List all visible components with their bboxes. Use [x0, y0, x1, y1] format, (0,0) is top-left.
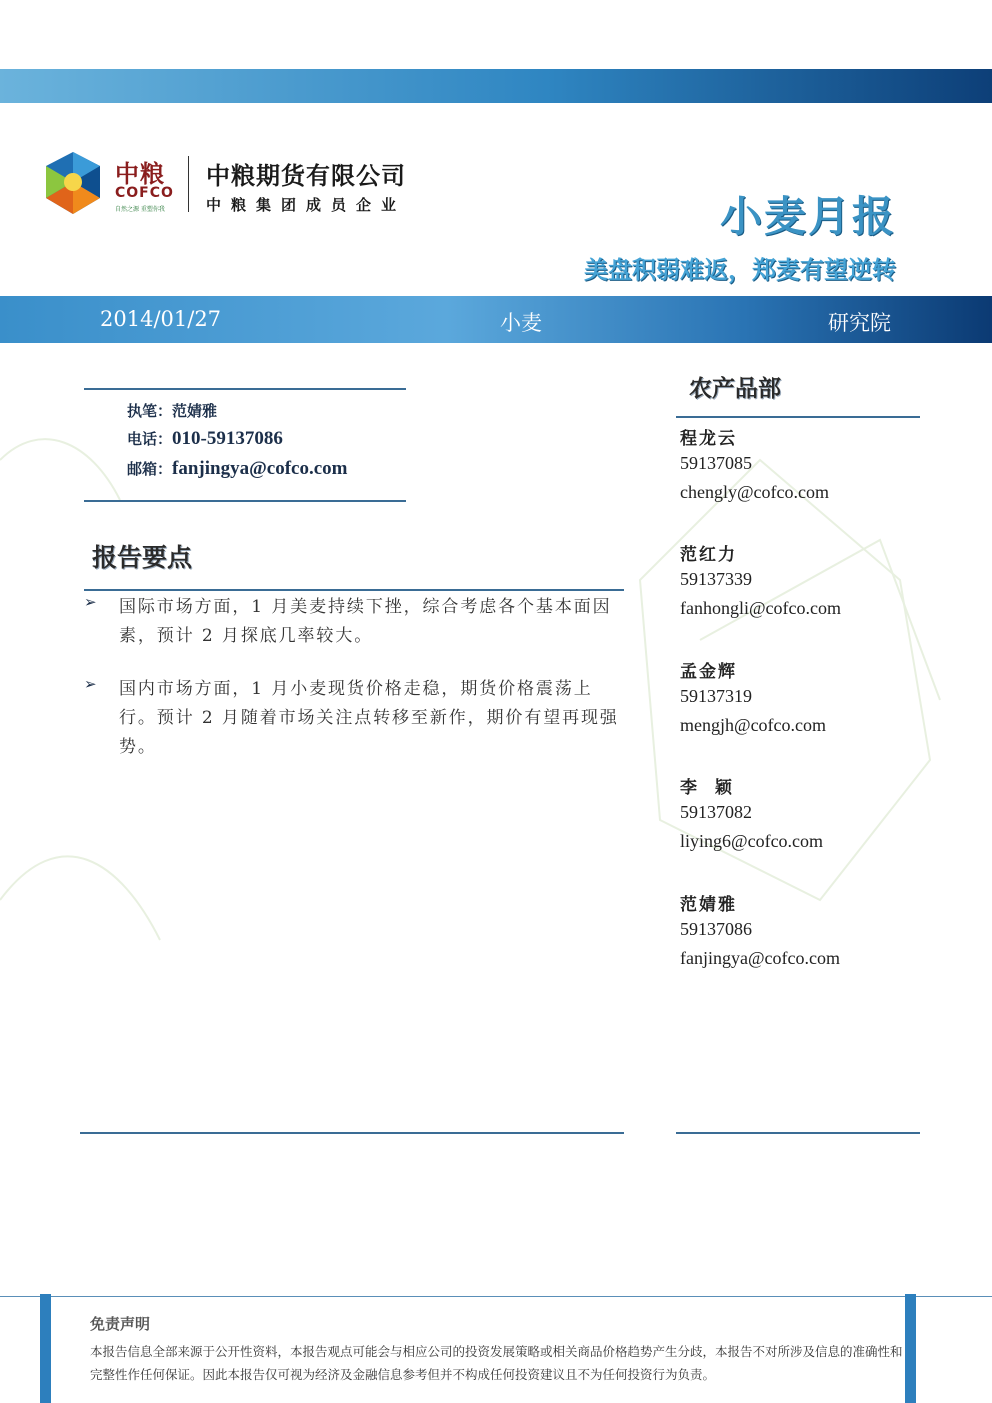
logo-slogan: 自然之源 重塑你我 — [115, 206, 165, 213]
email-value[interactable]: fanjingya@cofco.com — [172, 458, 348, 479]
contact-phone: 59137086 — [680, 919, 752, 939]
contact-phone: 59137085 — [680, 453, 752, 473]
arrow-bullet-icon: ➢ — [84, 675, 97, 693]
phone-label: 电话： — [127, 430, 173, 448]
contact-phone: 59137319 — [680, 686, 752, 706]
highlights-heading: 报告要点 — [92, 543, 193, 572]
contact-name: 孟金辉 — [680, 662, 737, 682]
contact-email[interactable]: fanjingya@cofco.com — [680, 948, 841, 968]
email-label: 邮箱： — [127, 460, 173, 478]
contact-name: 程龙云 — [680, 429, 737, 449]
disclaimer-text: 本报告信息全部来源于公开性资料，本报告观点可能会与相应公司的投资发展策略或相关商品价格趋势产生分歧，本报告不对所涉及信息的准确性和完整性作任何保证。因此本报告仅可视为经济及金融信息参考但并不构成任何投资建议且不为任何投资行为负责。 — [90, 1344, 903, 1382]
contact-phone: 59137082 — [680, 802, 752, 822]
phone-value: 010-59137086 — [172, 428, 283, 449]
contact-card — [680, 657, 920, 744]
author-top-rule — [84, 388, 406, 390]
arrow-bullet-icon: ➢ — [84, 593, 97, 611]
company-subtitle: 中粮集团成员企业 — [206, 196, 407, 214]
report-department: 研究院 — [828, 311, 891, 335]
left-bottom-rule — [80, 1132, 624, 1134]
cofco-logo-icon — [40, 150, 106, 216]
company-logo — [40, 150, 440, 216]
contact-name: 李 颖 — [680, 778, 734, 798]
department-rule — [676, 416, 920, 418]
contact-email[interactable]: liying6@cofco.com — [680, 831, 824, 851]
author-bottom-rule — [84, 500, 406, 502]
report-category: 小麦 — [500, 311, 542, 335]
report-date: 2014/01/27 — [100, 307, 222, 331]
logo-cn-text: 中粮 — [115, 160, 165, 188]
highlight-item — [84, 593, 624, 651]
info-band — [0, 296, 992, 343]
contact-email[interactable]: mengjh@cofco.com — [680, 715, 827, 735]
company-name: 中粮期货有限公司 — [206, 162, 406, 190]
disclaimer-heading: 免责声明 — [90, 1315, 151, 1333]
highlight-text: 国际市场方面，1 月美麦持续下挫，综合考虑各个基本面因素，预计 2 月探底几率较大。 — [119, 597, 612, 646]
department-heading: 农产品部 — [689, 376, 781, 402]
contact-card — [680, 424, 920, 511]
report-subtitle: 美盘积弱难返，郑麦有望逆转 — [584, 256, 896, 284]
writer-value: 范婧雅 — [172, 402, 218, 420]
report-title: 小麦月报 — [719, 192, 896, 241]
author-writer — [127, 400, 217, 421]
top-color-band — [0, 69, 992, 103]
contact-card — [680, 890, 920, 977]
highlights-rule — [84, 589, 624, 591]
highlight-item — [84, 675, 624, 762]
contact-phone: 59137339 — [680, 569, 752, 589]
author-email — [127, 458, 347, 480]
footer-rule — [0, 1296, 992, 1297]
footer-left-bar — [40, 1294, 51, 1403]
contact-name: 范婧雅 — [680, 895, 737, 915]
contact-name: 范红力 — [680, 545, 737, 565]
contact-email[interactable]: chengly@cofco.com — [680, 482, 830, 502]
highlight-text: 国内市场方面，1 月小麦现货价格走稳，期货价格震荡上行。预计 2 月随着市场关注点转移至新作，期价有望再现强势。 — [119, 679, 619, 757]
writer-label: 执笔： — [127, 402, 173, 420]
author-phone — [127, 428, 283, 450]
contact-card — [680, 773, 920, 860]
right-bottom-rule — [676, 1132, 920, 1134]
contact-email[interactable]: fanhongli@cofco.com — [680, 598, 842, 618]
logo-divider — [188, 156, 189, 212]
contact-card — [680, 540, 920, 627]
logo-en-text: COFCO — [115, 185, 174, 201]
